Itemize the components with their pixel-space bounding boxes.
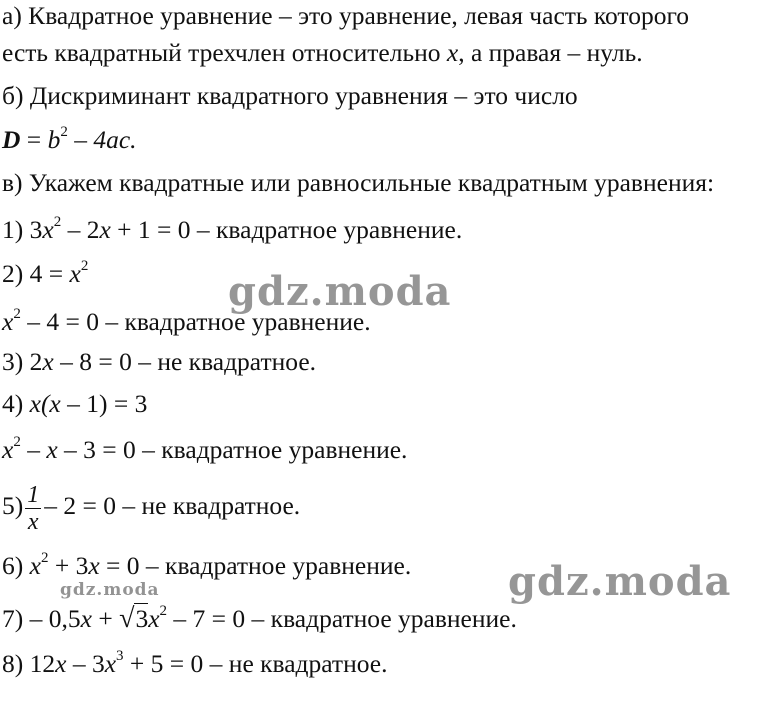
eq1-rest: + 1 = 0 – квадратное уравнение. — [110, 215, 463, 244]
eq4b-x: x — [2, 435, 14, 464]
eq6-rest: = 0 – квадратное уравнение. — [99, 551, 412, 580]
discriminant-line1 — [2, 80, 578, 112]
eq6-part: 6) — [2, 551, 30, 580]
sqrt-icon: √ — [119, 603, 135, 634]
eq6-exp: 2 — [40, 550, 49, 566]
eq4b-rest: – 3 = 0 – квадратное уравнение. — [57, 435, 408, 464]
equation-7 — [2, 603, 517, 635]
equation-8 — [2, 648, 387, 680]
equation-3 — [2, 346, 316, 378]
part-v-text: в) Укажем квадратные или равносильные квадратным уравнения: — [2, 168, 715, 197]
eq7-exp: 2 — [159, 603, 168, 619]
eq5-fraction — [25, 482, 41, 535]
eq7-radicand: 3 — [135, 604, 149, 633]
formula-b: b — [47, 125, 61, 154]
equation-6 — [2, 550, 411, 582]
eq4a-part: 4) — [2, 389, 30, 418]
eq2b-exp: 2 — [13, 306, 21, 322]
formula-eq: = — [20, 125, 48, 154]
eq7-rest: – 7 = 0 – квадратное уравнение. — [167, 604, 517, 633]
eq6-x: x — [29, 551, 41, 580]
formula-exponent: 2 — [60, 124, 68, 140]
eq1-x2: x — [99, 215, 111, 244]
eq4b-x2: x — [46, 435, 58, 464]
discriminant-text: б) Дискриминант квадратного уравнения – это число — [2, 81, 578, 110]
eq3-rest: – 8 = 0 – не квадратное. — [53, 347, 317, 376]
eq5-numerator: 1 — [27, 481, 40, 508]
equation-2a — [2, 258, 88, 290]
eq1-mid: – 2 — [61, 215, 100, 244]
equation-4a — [2, 388, 147, 420]
eq6-x2: x — [88, 551, 100, 580]
eq8-rest: + 5 = 0 – не квадратное. — [123, 649, 388, 678]
part-v-intro — [2, 167, 714, 199]
eq8-mid: – 3 — [66, 649, 105, 678]
eq7-sqrt — [119, 603, 148, 635]
eq1-exp: 2 — [53, 214, 62, 230]
eq2b-rest: – 4 = 0 – квадратное уравнение. — [20, 307, 371, 336]
discriminant-formula — [2, 124, 137, 156]
eq8-x2: x — [104, 649, 117, 678]
equation-1 — [2, 214, 462, 246]
eq7-x: x — [80, 604, 92, 633]
eq4a-rest: – 1) = 3 — [60, 389, 148, 418]
eq6-mid: + 3 — [48, 551, 89, 580]
definition-a-line1 — [2, 0, 689, 32]
eq4b-exp: 2 — [13, 434, 21, 450]
formula-rest: – 4ac. — [67, 125, 137, 154]
eq4b-mid: – — [20, 435, 47, 464]
eq5-part: 5) — [2, 491, 24, 520]
eq1-x: x — [42, 215, 54, 244]
eq8-exp: 3 — [116, 648, 124, 664]
eq8-x: x — [55, 649, 67, 678]
equation-4b — [2, 434, 407, 466]
eq2b-x: x — [2, 307, 14, 336]
formula-D: D — [2, 125, 21, 154]
eq2a-part: 2) 4 = — [2, 259, 70, 288]
definition-a-text1: а) Квадратное уравнение – это уравнение, левая часть которого — [2, 1, 690, 30]
equation-5 — [2, 478, 300, 535]
eq2a-exp: 2 — [80, 258, 89, 274]
eq4a-expr: x(x — [29, 389, 61, 418]
variable-x: x — [446, 38, 459, 67]
eq5-rest: – 2 = 0 – не квадратное. — [44, 491, 301, 520]
eq1-part: 1) 3 — [2, 215, 43, 244]
eq3-x: x — [42, 347, 54, 376]
eq3-part: 3) 2 — [2, 347, 43, 376]
eq7-part: 7) – 0,5 — [2, 604, 81, 633]
eq7-mid: + — [91, 604, 120, 633]
eq5-denominator: x — [27, 508, 39, 535]
definition-a-line2 — [2, 37, 643, 69]
eq8-part: 8) 12 — [2, 649, 56, 678]
definition-a-text3: , а правая – нуль. — [458, 38, 643, 67]
watermark-right: gdz.moda — [508, 558, 732, 605]
eq2a-x: x — [69, 259, 81, 288]
watermark-top: gdz.moda — [228, 268, 452, 315]
watermark-small: gdz.moda — [60, 580, 160, 600]
eq7-x2: x — [148, 604, 160, 633]
definition-a-text2: есть квадратный трехчлен относительно — [2, 38, 447, 67]
